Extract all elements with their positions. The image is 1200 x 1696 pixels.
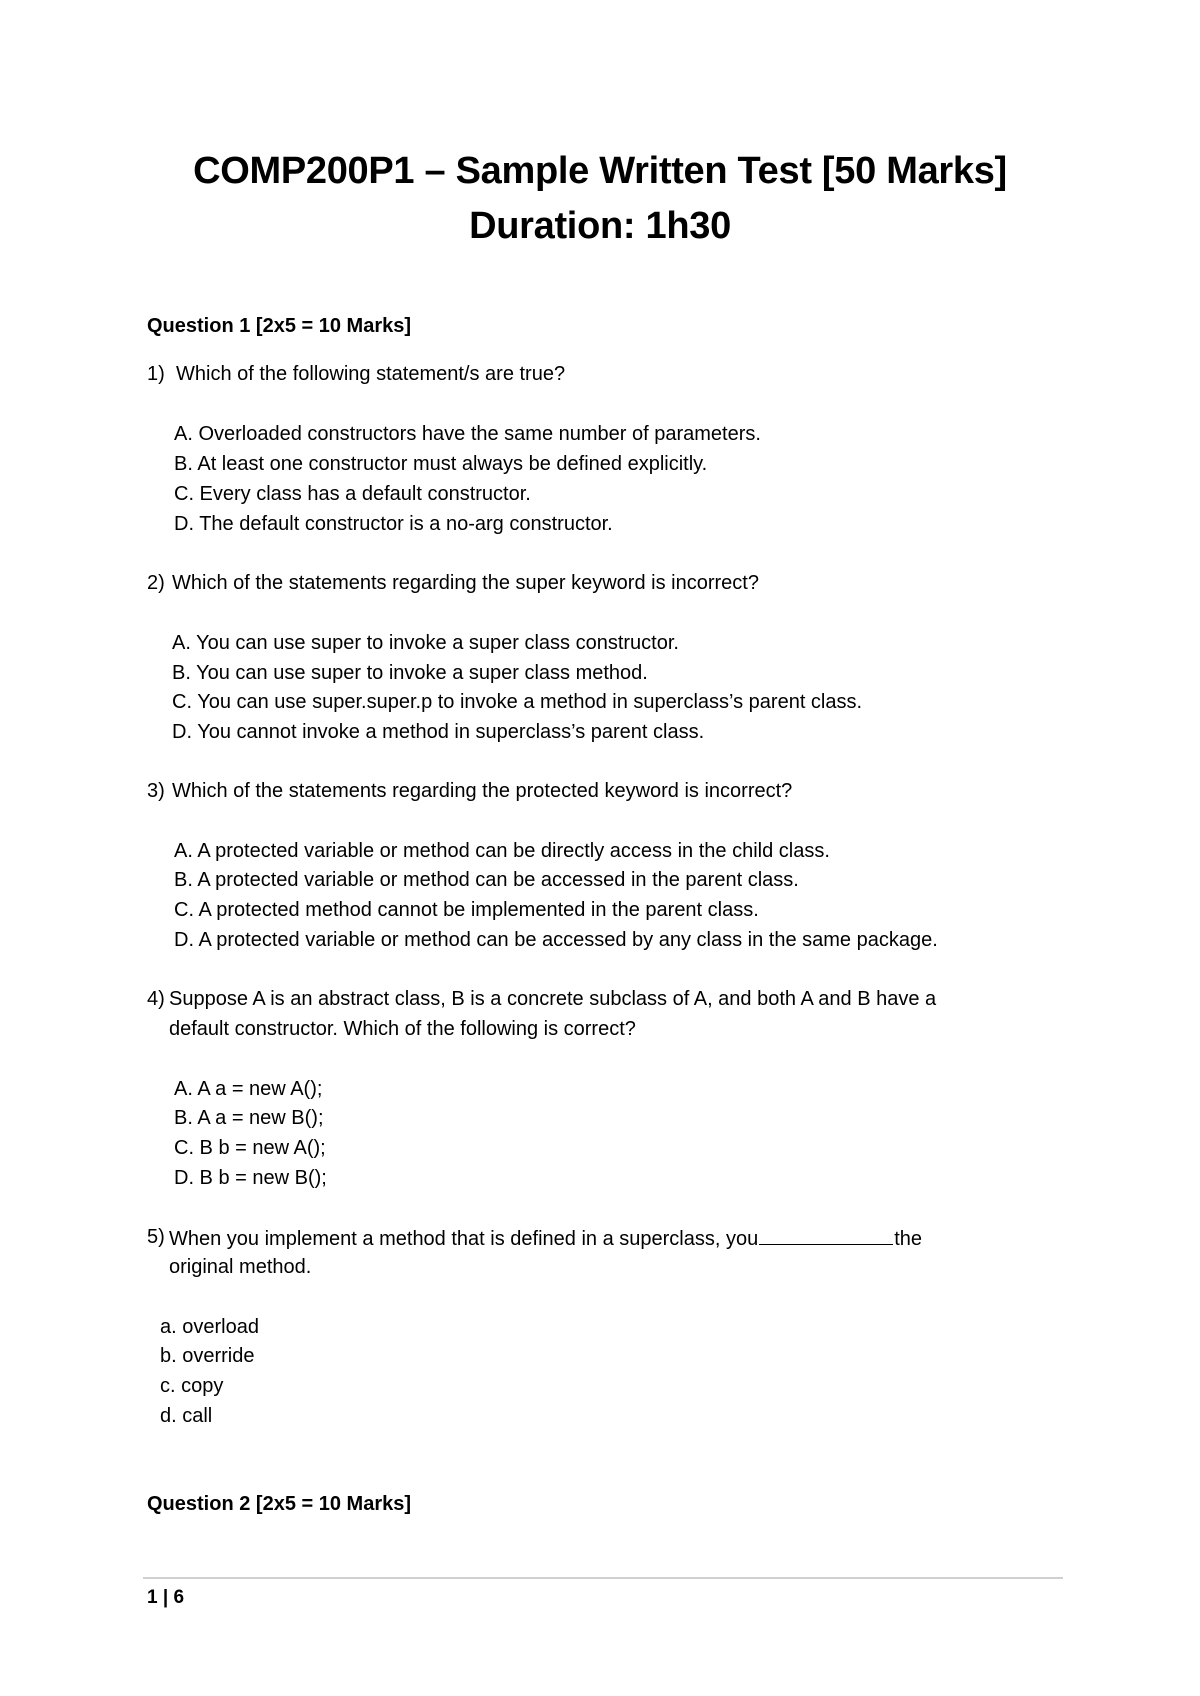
q1-item5-prompt-line1: [169, 1226, 922, 1251]
q1-item5-prompt-before-blank: When you implement a method that is defined in a superclass, you: [169, 1228, 759, 1250]
q1-item4-option-b: B. A a = new B();: [174, 1107, 324, 1129]
q1-item2-option-b: B. You can use super to invoke a super class method.: [172, 662, 648, 684]
q1-item5-prompt-line2: original method.: [169, 1256, 312, 1278]
q1-item3-option-d: D. A protected variable or method can be accessed by any class in the same package.: [174, 929, 938, 951]
q1-item4-prompt-line2: default constructor. Which of the following is correct?: [169, 1018, 636, 1040]
q1-item1-option-d: D. The default constructor is a no-arg constructor.: [174, 513, 613, 535]
q1-item3-option-a: A. A protected variable or method can be directly access in the child class.: [174, 840, 830, 862]
page-total: 6: [173, 1587, 185, 1608]
page-separator: |: [162, 1587, 169, 1608]
question1-heading: Question 1 [2x5 = 10 Marks]: [147, 315, 412, 337]
q1-item5-number: 5): [147, 1226, 165, 1248]
q1-item1-prompt: Which of the following statement/s are true?: [176, 363, 566, 385]
q1-item4-option-a: A. A a = new A();: [174, 1078, 323, 1100]
q1-item1-option-a: A. Overloaded constructors have the same number of parameters.: [174, 423, 761, 445]
q1-item2-number: 2): [147, 572, 165, 594]
q1-item2-option-c: C. You can use super.super.p to invoke a method in superclass’s parent class.: [172, 691, 863, 713]
q1-item3-number: 3): [147, 780, 165, 802]
q1-item4-prompt-line1: Suppose A is an abstract class, B is a concrete subclass of A, and both A and B have a: [169, 988, 937, 1010]
q1-item5-option-d: d. call: [160, 1405, 213, 1427]
q1-item2-option-d: D. You cannot invoke a method in superclass’s parent class.: [172, 721, 705, 743]
q1-item5-prompt-after-blank: the: [894, 1228, 923, 1250]
footer-divider: [143, 1577, 1063, 1579]
q1-item5-option-a: a. overload: [160, 1316, 259, 1338]
q1-item5-option-b: b. override: [160, 1345, 255, 1367]
q1-item4-number: 4): [147, 988, 165, 1010]
document-title: COMP200P1 – Sample Written Test [50 Marks]: [193, 150, 1007, 192]
q1-item3-prompt: Which of the statements regarding the protected keyword is incorrect?: [172, 780, 793, 802]
q1-item2-prompt: Which of the statements regarding the super keyword is incorrect?: [172, 572, 759, 594]
question2-heading: Question 2 [2x5 = 10 Marks]: [147, 1493, 412, 1515]
q1-item1-number: 1): [147, 363, 165, 385]
q1-item2-option-a: A. You can use super to invoke a super class constructor.: [172, 632, 679, 654]
q1-item3-option-b: B. A protected variable or method can be accessed in the parent class.: [174, 869, 799, 891]
q1-item5-option-c: c. copy: [160, 1375, 224, 1397]
q1-item1-option-c: C. Every class has a default constructor.: [174, 483, 531, 505]
page-current: 1: [147, 1587, 158, 1608]
q1-item4-option-d: D. B b = new B();: [174, 1167, 327, 1189]
q1-item3-option-c: C. A protected method cannot be implemented in the parent class.: [174, 899, 759, 921]
q1-item4-option-c: C. B b = new A();: [174, 1137, 326, 1159]
page-indicator: [147, 1587, 184, 1609]
duration-title: Duration: 1h30: [469, 205, 731, 247]
answer-blank: [759, 1226, 893, 1245]
q1-item1-option-b: B. At least one constructor must always be defined explicitly.: [174, 453, 708, 475]
